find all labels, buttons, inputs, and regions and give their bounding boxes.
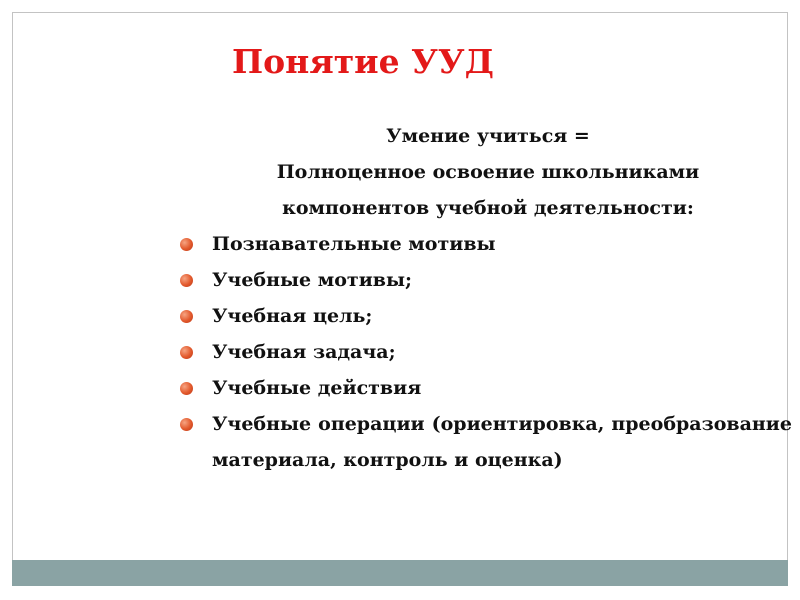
list-item: [180, 334, 792, 370]
intro-line: компонентов учебной деятельности:: [282, 197, 694, 219]
intro-line: Умение учиться =: [386, 125, 590, 147]
list-item-text: Учебные действия: [212, 377, 422, 399]
list-item-text: Учебная задача;: [212, 341, 396, 363]
intro-text: [170, 118, 800, 226]
list-item: [180, 298, 792, 334]
list-item-text: Учебные операции (ориентировка, преобразование материала, контроль и оценка): [212, 413, 792, 471]
list-item-text: Учебная цель;: [212, 305, 373, 327]
list-item: [180, 406, 792, 478]
bullet-icon: [180, 418, 193, 431]
slide-bottom-band: [12, 560, 788, 586]
bullet-icon: [180, 274, 193, 287]
bullet-icon: [180, 238, 193, 251]
list-item: [180, 262, 792, 298]
list-item-text: Учебные мотивы;: [212, 269, 413, 291]
bullet-icon: [180, 310, 193, 323]
components-list: [180, 226, 792, 478]
list-item-text: Познавательные мотивы: [212, 233, 496, 255]
slide-title: Понятие УУД: [232, 42, 495, 81]
list-item: [180, 370, 792, 406]
list-item: [180, 226, 792, 262]
bullet-icon: [180, 382, 193, 395]
bullet-icon: [180, 346, 193, 359]
intro-line: Полноценное освоение школьниками: [276, 161, 700, 183]
